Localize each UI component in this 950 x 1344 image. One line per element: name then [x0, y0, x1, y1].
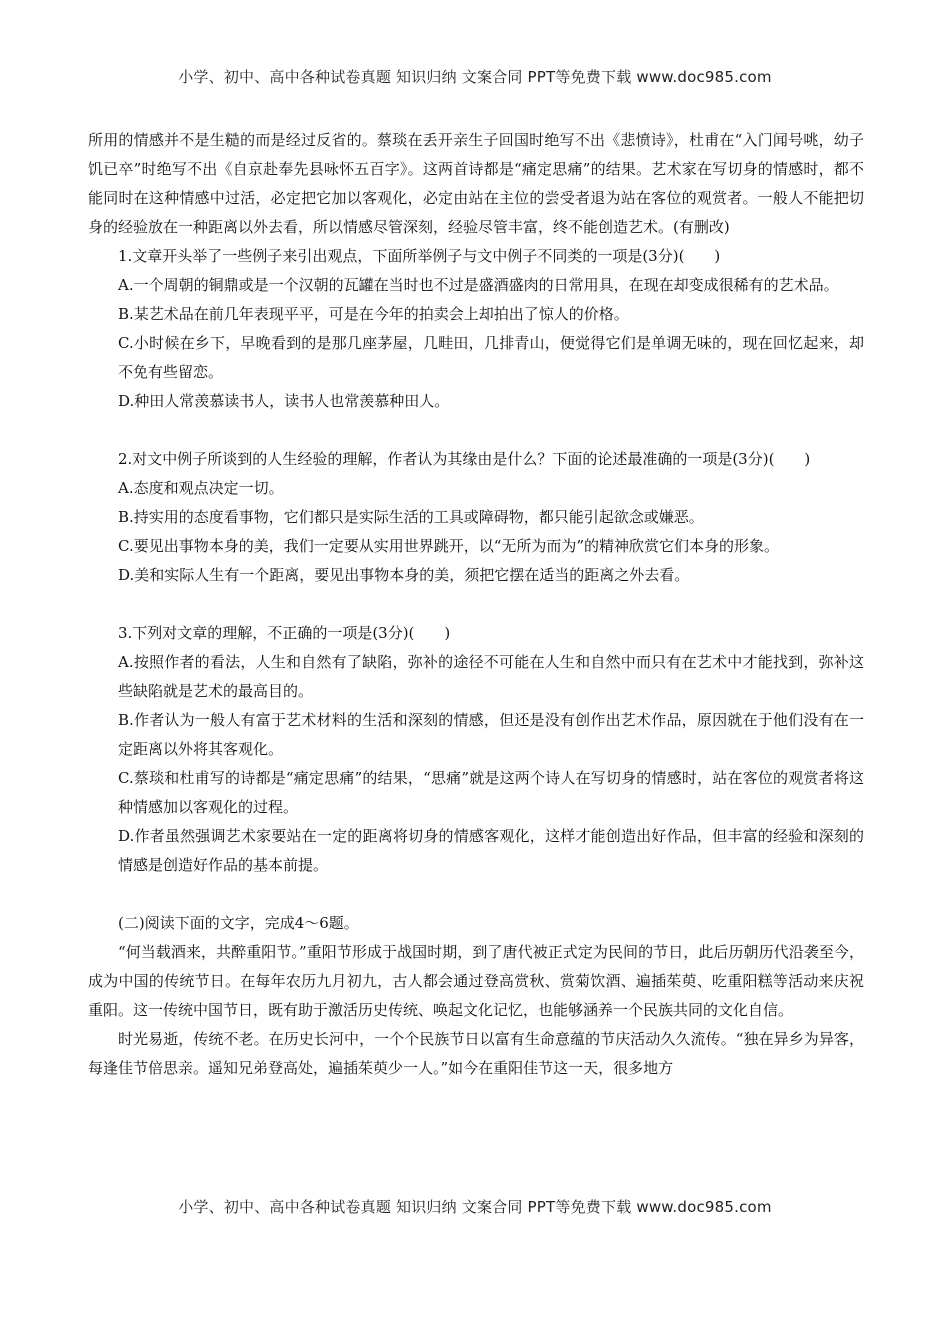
question-stem: 2.对文中例子所谈到的人生经验的理解，作者认为其缘由是什么？下面的论述最准确的一项是(3分)( ) — [118, 450, 811, 468]
section-heading: (二)阅读下面的文字，完成4～6题。 — [118, 914, 359, 932]
question-1 — [88, 242, 864, 416]
option-d: D.美和实际人生有一个距离，要见出事物本身的美，须把它摆在适当的距离之外去看。 — [118, 566, 690, 584]
section-paragraph: 时光易逝，传统不老。在历史长河中，一个个民族节日以富有生命意蕴的节庆活动久久流传。“独在异乡为异客，每逢佳节倍思亲。遥知兄弟登高处，遍插茱萸少一人。”如今在重阳佳节这一天，很多地方 — [88, 1030, 864, 1077]
option-c: C.蔡琰和杜甫写的诗都是“痛定思痛”的结果，“思痛”就是这两个诗人在写切身的情感时，站在客位的观赏者将这种情感加以客观化的过程。 — [118, 769, 864, 816]
question-stem: 1.文章开头举了一些例子来引出观点，下面所举例子与文中例子不同类的一项是(3分)( ) — [118, 247, 721, 265]
section-2 — [88, 909, 864, 1083]
option-c: C.小时候在乡下，早晚看到的是那几座茅屋，几畦田，几排青山，便觉得它们是单调无味的，现在回忆起来，却不免有些留恋。 — [118, 334, 864, 381]
option-d: D.种田人常羡慕读书人，读书人也常羡慕种田人。 — [118, 392, 450, 410]
section-paragraph: “何当载酒来，共醉重阳节。”重阳节形成于战国时期，到了唐代被正式定为民间的节日，此后历朝历代沿袭至今，成为中国的传统节日。在每年农历九月初九，古人都会通过登高赏秋、赏菊饮酒、遍插茱萸、吃重阳糕等活动来庆祝重阳。这一传统中国节日，既有助于激活历史传统、唤起文化记忆，也能够涵养一个民族共同的文化自信。 — [88, 943, 864, 1019]
footer-banner: 小学、初中、高中各种试卷真题 知识归纳 文案合同 PPT等免费下载 www.doc985.com — [178, 1198, 772, 1216]
document-body — [88, 126, 864, 1083]
passage-tail: 所用的情感并不是生糙的而是经过反省的。蔡琰在丢开亲生子回国时绝写不出《悲愤诗》，杜甫在“入门闻号咷，幼子饥已卒”时绝写不出《自京赴奉先县咏怀五百字》。这两首诗都是“痛定思痛”的结果。艺术家在写切身的情感时，都不能同时在这种情感中过活，必定把它加以客观化，必定由站在主位的尝受者退为站在客位的观赏者。一般人不能把切身的经验放在一种距离以外去看，所以情感尽管深刻，经验尽管丰富，终不能创造艺术。(有删改) — [88, 131, 864, 236]
option-c: C.要见出事物本身的美，我们一定要从实用世界跳开，以“无所为而为”的精神欣赏它们本身的形象。 — [118, 537, 780, 555]
question-stem: 3.下列对文章的理解，不正确的一项是(3分)( ) — [118, 624, 451, 642]
option-b: B.某艺术品在前几年表现平平，可是在今年的拍卖会上却拍出了惊人的价格。 — [118, 305, 629, 323]
option-d: D.作者虽然强调艺术家要站在一定的距离将切身的情感客观化，这样才能创造出好作品，但丰富的经验和深刻的情感是创造好作品的基本前提。 — [118, 827, 864, 874]
option-b: B.作者认为一般人有富于艺术材料的生活和深刻的情感，但还是没有创作出艺术作品，原因就在于他们没有在一定距离以外将其客观化。 — [118, 711, 864, 758]
option-a: A.态度和观点决定一切。 — [118, 479, 284, 497]
option-a: A.按照作者的看法，人生和自然有了缺陷，弥补的途径不可能在人生和自然中而只有在艺术中才能找到，弥补这些缺陷就是艺术的最高目的。 — [118, 653, 864, 700]
option-a: A.一个周朝的铜鼎或是一个汉朝的瓦罐在当时也不过是盛酒盛肉的日常用具，在现在却变成很稀有的艺术品。 — [118, 276, 839, 294]
option-b: B.持实用的态度看事物，它们都只是实际生活的工具或障碍物，都只能引起欲念或嫌恶。 — [118, 508, 704, 526]
header-banner: 小学、初中、高中各种试卷真题 知识归纳 文案合同 PPT等免费下载 www.doc985.com — [178, 68, 772, 86]
question-2 — [88, 445, 864, 590]
question-3 — [88, 619, 864, 880]
